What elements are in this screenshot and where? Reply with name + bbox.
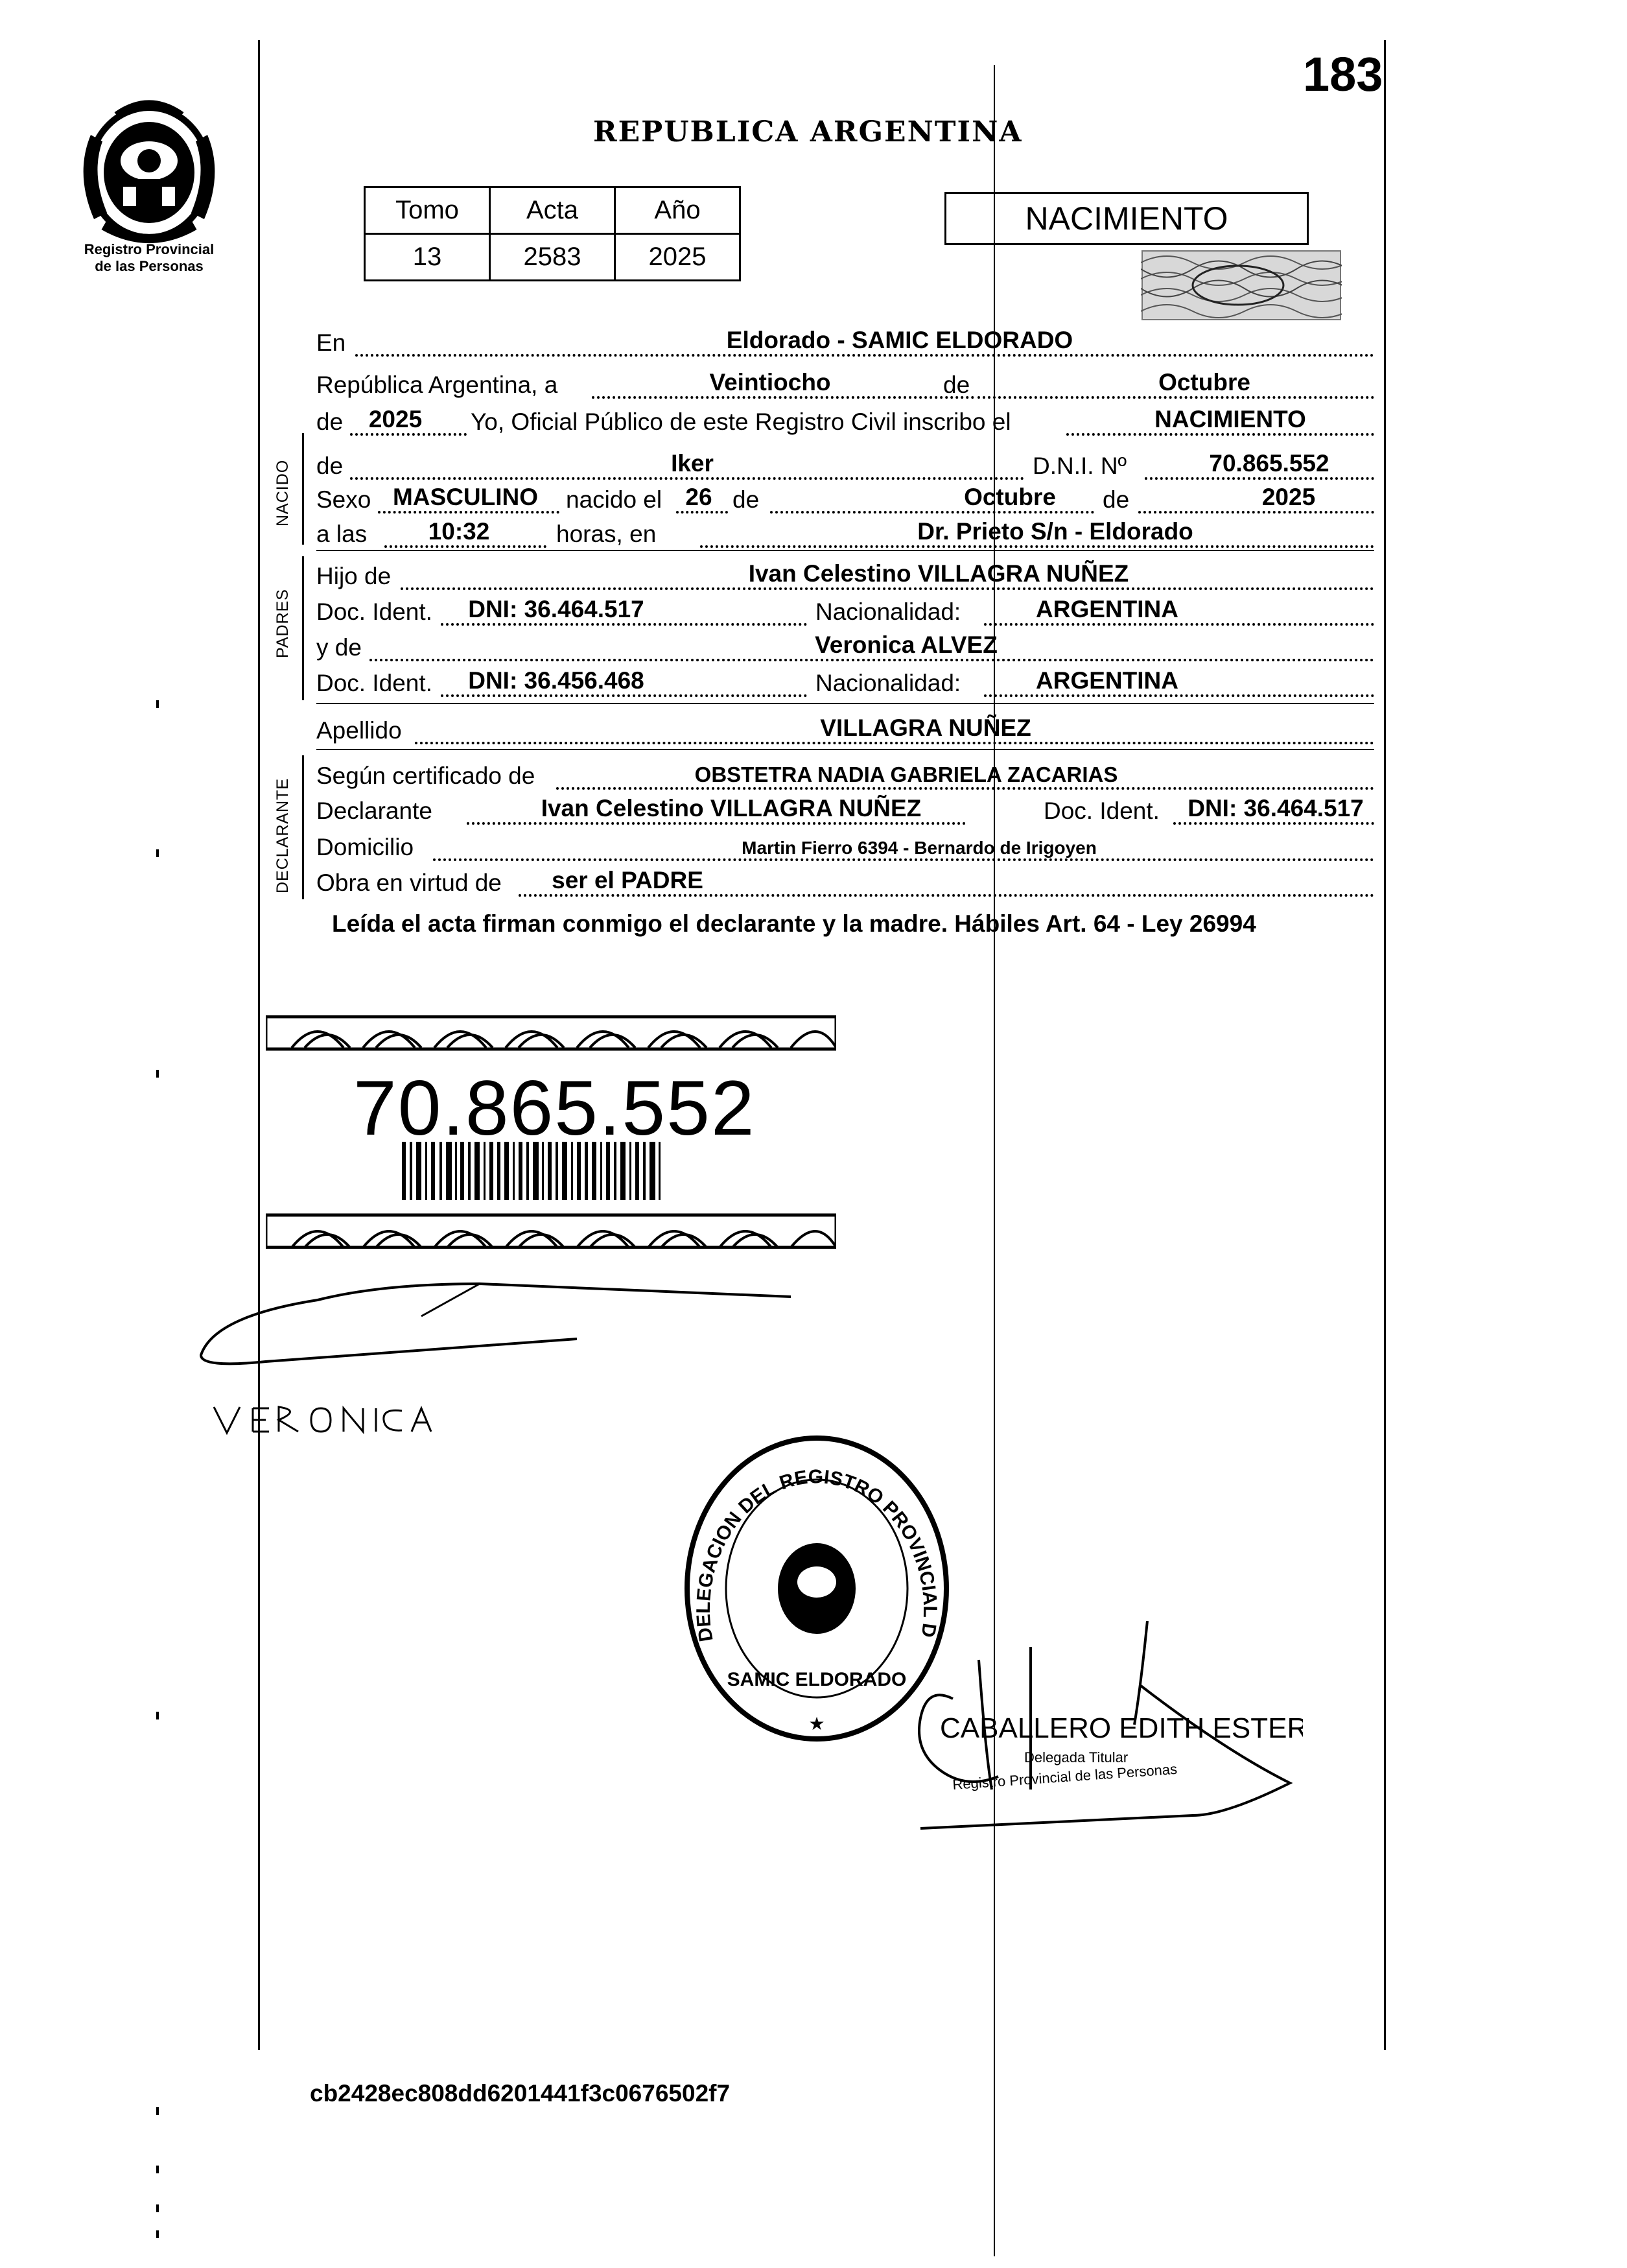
declarant-doc-value: DNI: 36.464.517 (1188, 795, 1364, 821)
surname-label: Apellido (316, 717, 402, 744)
nationality-label: Nacionalidad: (815, 598, 961, 625)
dotted-line (350, 433, 467, 436)
certificate-label: Según certificado de (316, 762, 535, 789)
de-label: de (732, 486, 760, 513)
child-dni-value: 70.865.552 (1209, 450, 1329, 477)
scan-speck (156, 2107, 159, 2115)
scan-speck (156, 1712, 159, 1719)
dotted-line (433, 858, 1374, 861)
father-doc-row (316, 593, 1374, 628)
doc-label: Doc. Ident. (316, 598, 432, 625)
born-year-value: 2025 (1261, 484, 1316, 510)
dotted-line (467, 822, 966, 825)
dotted-line (401, 587, 1374, 590)
mother-name-value: Veronica ALVEZ (815, 632, 998, 658)
declarante-section-label: DECLARANTE (274, 777, 292, 893)
surname-value: VILLAGRA NUÑEZ (820, 715, 1031, 741)
certificate-value: OBSTETRA NADIA GABRIELA ZACARIAS (694, 762, 1118, 786)
sex-label: Sexo (316, 486, 371, 513)
de-label: de (316, 408, 344, 435)
reference-header-cell: Tomo (365, 187, 490, 234)
svg-text:★: ★ (808, 1714, 825, 1734)
dotted-line (355, 354, 1374, 357)
time-value: 10:32 (428, 518, 490, 545)
born-month-value: Octubre (964, 484, 1056, 510)
section-divider (316, 703, 1374, 704)
declarant-name-value: Ivan Celestino VILLAGRA NUÑEZ (541, 795, 922, 821)
birth-place-value: Dr. Prieto S/n - Eldorado (917, 518, 1193, 545)
scan-speck (156, 700, 159, 708)
doc-label: Doc. Ident. (1044, 797, 1160, 824)
dotted-line (984, 694, 1374, 697)
father-label: Hijo de (316, 563, 392, 589)
date-row (316, 366, 1374, 401)
place-row (316, 324, 1374, 359)
security-guilloche (1141, 250, 1342, 321)
certificate-row (316, 757, 1374, 792)
capacity-row (316, 864, 1374, 899)
dotted-line (384, 545, 546, 548)
mother-nationality-value: ARGENTINA (1036, 667, 1178, 694)
dotted-line (350, 477, 1024, 480)
dotted-line (378, 511, 559, 514)
closing-note: Leída el acta firman conmigo el declarante y la madre. Hábiles Art. 64 - Ley 26994 (332, 910, 1256, 937)
dotted-line (1145, 477, 1374, 480)
mother-doc-row (316, 665, 1374, 700)
signature-scribble-icon (188, 1264, 804, 1446)
province-emblem-icon (71, 96, 227, 248)
document-title: REPUBLICA ARGENTINA (593, 115, 1023, 148)
reference-value-cell: 2583 (490, 234, 615, 281)
scan-speck (156, 2204, 159, 2212)
registrar-signature-icon (901, 1621, 1303, 1841)
de-label: de (943, 372, 970, 398)
registrar-signature (901, 1621, 1303, 1841)
mother-doc-value: DNI: 36.456.468 (468, 667, 644, 694)
mother-row (316, 629, 1374, 664)
address-row (316, 829, 1374, 864)
reference-header-cell: Año (615, 187, 740, 234)
scan-speck (156, 2230, 159, 2238)
scan-speck (156, 1070, 159, 1078)
dotted-line (369, 659, 1374, 661)
dotted-line (415, 742, 1374, 744)
dotted-line (984, 623, 1374, 626)
father-name-value: Ivan Celestino VILLAGRA NUÑEZ (748, 560, 1129, 587)
dotted-line (770, 511, 1094, 514)
right-margin-line (1384, 40, 1386, 2050)
dotted-line (1138, 511, 1374, 514)
reference-table (364, 186, 741, 281)
guilloche-pattern-icon (1141, 250, 1342, 321)
declarant-label: Declarante (316, 797, 432, 824)
nacido-section-label: NACIDO (274, 459, 292, 526)
declarante-bracket (302, 755, 304, 899)
reference-header-cell: Acta (490, 187, 615, 234)
nationality-label: Nacionalidad: (815, 670, 961, 696)
scan-speck (156, 2166, 159, 2173)
place-value: Eldorado - SAMIC ELDORADO (726, 327, 1073, 353)
dotted-line (441, 623, 807, 626)
sex-value: MASCULINO (392, 484, 539, 510)
signer-role: Delegada Titular (1024, 1749, 1129, 1766)
place-label: En (316, 329, 346, 356)
signer-office: Registro Provincial de las Personas (952, 1760, 1178, 1793)
father-row (316, 558, 1374, 593)
dotted-line (700, 545, 1374, 548)
seal-inner-text: SAMIC ELDORADO (727, 1669, 907, 1690)
father-nationality-value: ARGENTINA (1036, 596, 1178, 622)
surname-row (316, 712, 1374, 747)
dotted-line (676, 511, 728, 514)
padres-bracket (302, 556, 304, 700)
month-value: Octubre (1158, 369, 1250, 396)
dotted-line (519, 894, 1374, 897)
child-name-value: Iker (671, 450, 714, 477)
section-divider (316, 749, 1374, 750)
dotted-line (1173, 822, 1374, 825)
address-value: Martin Fierro 6394 - Bernardo de Irigoyen (742, 838, 1097, 858)
declarant-row (316, 792, 1374, 827)
dotted-line (441, 694, 807, 697)
born-label: nacido el (566, 486, 662, 513)
reference-value-row (365, 234, 740, 281)
father-doc-value: DNI: 36.464.517 (468, 596, 644, 622)
de-label: de (1103, 486, 1130, 513)
sex-birth-row (316, 481, 1374, 516)
left-margin-line (258, 40, 260, 2050)
nacido-bracket (302, 433, 304, 545)
capacity-label: Obra en virtud de (316, 869, 502, 896)
reference-value-cell: 2025 (615, 234, 740, 281)
year-value: 2025 (368, 406, 423, 432)
time-label: a las (316, 521, 368, 547)
address-label: Domicilio (316, 834, 414, 860)
day-value: Veintiocho (709, 369, 831, 396)
act-type-box: NACIMIENTO (944, 192, 1309, 245)
reference-header-row (365, 187, 740, 234)
dotted-line (977, 396, 1374, 399)
logo-caption-line: de las Personas (95, 258, 204, 274)
handwritten-signature (188, 1264, 804, 1446)
seal-ring-text: DELEGACION DEL REGISTRO PROVINCIAL D (692, 1466, 941, 1644)
registry-logo (71, 96, 227, 248)
dotted-line (556, 787, 1374, 790)
registration-row (316, 403, 1374, 438)
country-label: República Argentina, a (316, 372, 558, 398)
dni-label: D.N.I. Nº (1033, 453, 1127, 479)
document-hash: cb2428ec808dd6201441f3c0676502f7 (310, 2080, 731, 2107)
capacity-value: ser el PADRE (552, 867, 703, 893)
section-divider (316, 550, 1374, 551)
child-name-row (316, 447, 1374, 482)
dotted-line (1066, 433, 1374, 436)
page-number: 183 (1303, 47, 1383, 101)
hours-label: horas, en (556, 521, 657, 547)
padres-section-label: PADRES (274, 589, 292, 658)
reference-value-cell: 13 (365, 234, 490, 281)
time-place-row (316, 515, 1374, 550)
doc-label: Doc. Ident. (316, 670, 432, 696)
signer-name: CABALLERO EDITH ESTER (940, 1712, 1303, 1744)
dotted-line (592, 396, 974, 399)
barcode-dni-number: 70.865.552 (353, 1065, 756, 1152)
scan-speck (156, 849, 159, 857)
mother-label: y de (316, 634, 362, 661)
registration-type-value: NACIMIENTO (1154, 406, 1306, 432)
born-day-value: 26 (685, 484, 712, 510)
name-label: de (316, 453, 344, 479)
logo-caption (62, 241, 237, 275)
logo-caption-line: Registro Provincial (84, 241, 215, 257)
registration-text: Yo, Oficial Público de este Registro Civil inscribo el (471, 408, 1011, 435)
